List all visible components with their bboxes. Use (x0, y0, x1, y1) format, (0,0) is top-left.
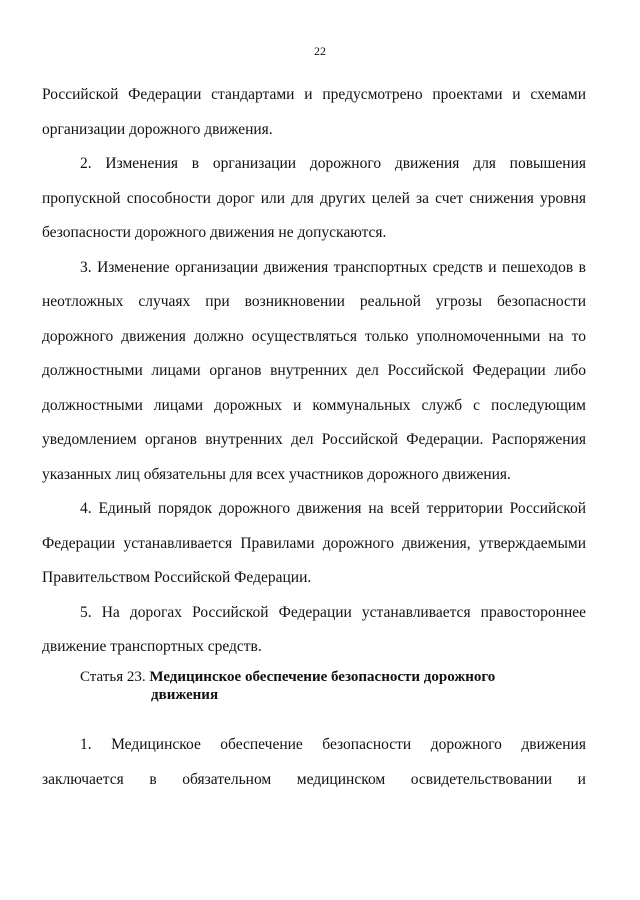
word: безопасности (322, 736, 412, 753)
paragraph-item-3: 3. Изменение организации движения транспортных средств и пешеходов в неотложных случаях при возникновении реальной угрозы безопасности дорожного движения должно осуществляться только уполномоченными на то должностными лицами органов внутренних дел Российской Федерации либо должностными лицами дорожных и коммунальных служб с последующим уведомлением органов внутренних дел Российской Федерации. Распоряжения указанных лиц обязательны для всех участников дорожного движения. (42, 258, 586, 483)
word: обязательном (182, 770, 272, 788)
word: освидетельствовании (410, 770, 553, 788)
article-title-continuation: движения (151, 687, 219, 703)
final-paragraph-line-2 (42, 763, 586, 798)
word: заключается (42, 770, 124, 788)
article-heading (80, 668, 540, 704)
word: дорожного (430, 736, 502, 753)
article-body (42, 728, 586, 797)
word: медицинском (296, 770, 386, 788)
final-paragraph-line-1 (42, 728, 586, 763)
word: и (577, 770, 586, 788)
word: в (149, 770, 157, 788)
word: Медицинское (111, 736, 201, 753)
document-body (42, 78, 586, 665)
word: 1. (80, 736, 92, 753)
paragraph-item-5: 5. На дорогах Российской Федерации устанавливается правостороннее движение транспортных средств. (42, 603, 586, 655)
paragraph-item-2: 2. Изменения в организации дорожного движения для повышения пропускной способности дорог или для других целей за счет снижения уровня безопасности дорожного движения не допускаются. (42, 155, 586, 241)
paragraph-item-4: 4. Единый порядок дорожного движения на всей территории Российской Федерации устанавливается Правилами дорожного движения, утверждаемыми Правительством Российской Федерации. (42, 500, 586, 586)
article-title: Медицинское обеспечение безопасности дорожного (149, 669, 496, 685)
page-number: 22 (314, 44, 326, 58)
article-number: Статья 23. (80, 669, 146, 685)
word: обеспечение (220, 736, 303, 753)
paragraph-continuation: Российской Федерации стандартами и предусмотрено проектами и схемами организации дорожного движения. (42, 86, 586, 138)
word: движения (521, 736, 586, 753)
